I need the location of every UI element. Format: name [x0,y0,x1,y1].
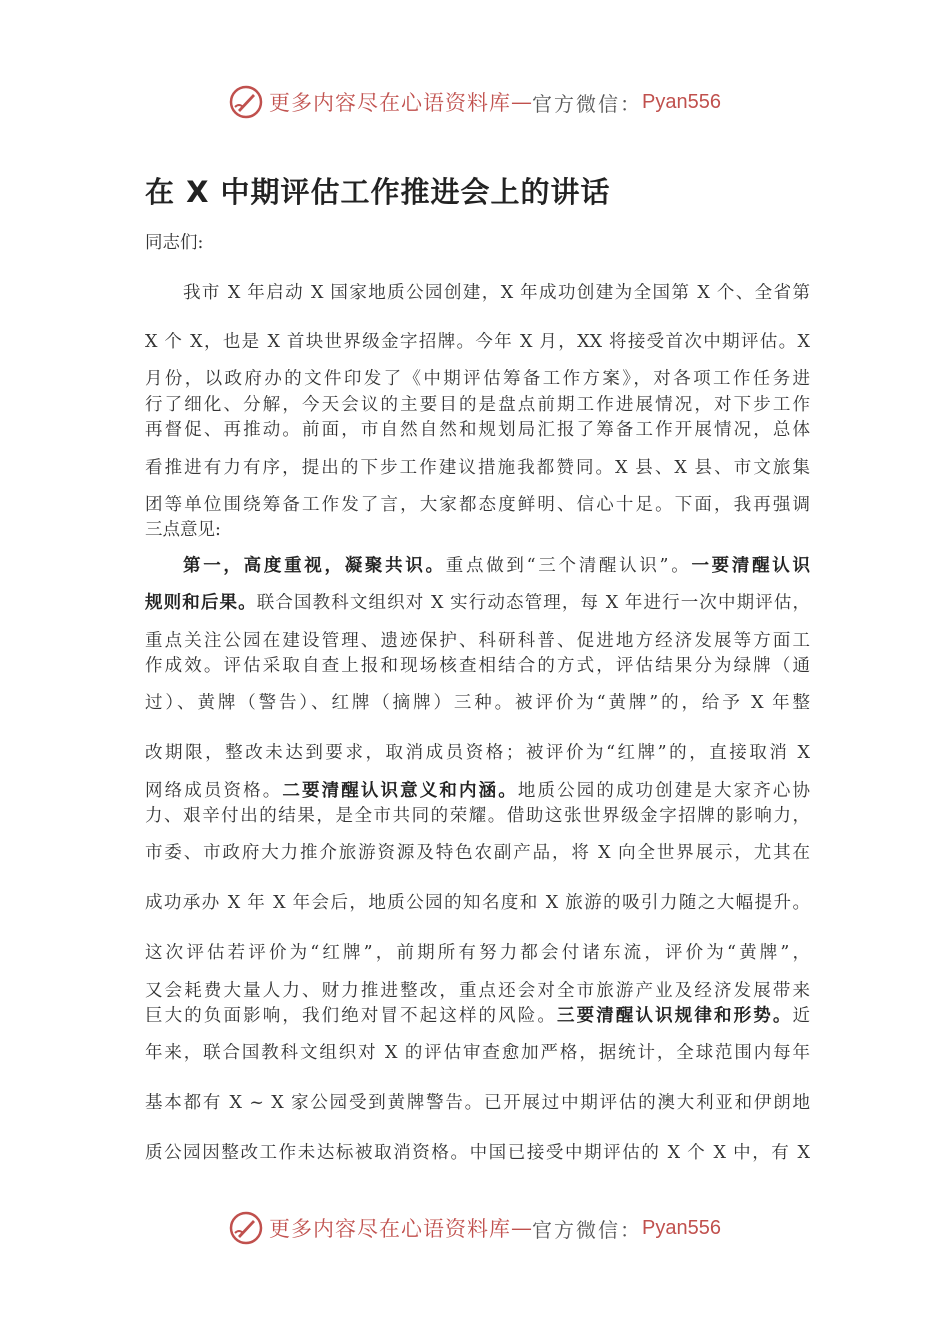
body-line: 再督促、再推动。前面，市自然自然和规划局汇报了筹备工作开展情况，总体 [145,420,810,440]
subpoint-three-heading: 三要清醒认识规律和形势。 [557,1006,793,1026]
quill-logo-icon [229,85,263,119]
body-line: 基本都有 X ~ X 家公园受到黄牌警告。已开展过中期评估的澳大利亚和伊朗地 [145,1093,810,1113]
point-one-heading: 第一，高度重视，凝聚共识。 [183,556,446,576]
subpoint-two-heading: 二要清醒认识意义和内涵。 [282,781,518,801]
point-one-line: 第一，高度重视，凝聚共识。重点做到“三个清醒认识”。一要清醒认识 [183,556,810,576]
body-line: 重点关注公园在建设管理、遗迹保护、科研科普、促进地方经济发展等方面工 [145,631,810,651]
footer-banner [0,1208,950,1248]
body-line: X 个 X，也是 X 首块世界级金字招牌。今年 X 月，XX 将接受首次中期评估。X [145,332,810,352]
body-line: 力、艰辛付出的结果，是全市共同的荣耀。借助这张世界级金字招牌的影响力， [145,806,810,826]
body-line: 成功承办 X 年 X 年会后，地质公园的知名度和 X 旅游的吸引力随之大幅提升。 [145,893,810,913]
body-line: 巨大的负面影响，我们绝对冒不起这样的风险。三要清醒认识规律和形势。近 [145,1006,810,1026]
body-line: 行了细化、分解，今天会议的主要目的是盘点前期工作进展情况，对下步工作 [145,395,810,415]
body-line: 改期限，整改未达到要求，取消成员资格；被评价为“红牌”的，直接取消 X [145,743,810,763]
body-line: 过）、黄牌（警告）、红牌（摘牌）三种。被评价为“黄牌”的，给予 X 年整 [145,693,810,713]
body-line: 团等单位围绕筹备工作发了言，大家都态度鲜明、信心十足。下面，我再强调 [145,495,810,515]
body-line: 年来，联合国教科文组织对 X 的评估审查愈加严格，据统计，全球范围内每年 [145,1043,810,1063]
banner-wechat-id: Pyan556 [642,90,721,113]
body-line: 看推进有力有序，提出的下步工作建议措施我都赞同。X 县、X 县、市文旅集 [145,458,810,478]
body-line: 市委、市政府大力推介旅游资源及特色农副产品，将 X 向全世界展示，尤其在 [145,843,810,863]
body-line: 网络成员资格。二要清醒认识意义和内涵。地质公园的成功创建是大家齐心协 [145,781,810,801]
subpoint-one-heading: 一要清醒认识 [691,556,810,576]
greeting: 同志们: [145,233,204,253]
body-line: 质公园因整改工作未达标被取消资格。中国已接受中期评估的 X 个 X 中，有 X [145,1143,810,1163]
body-line: 三点意见: [145,520,221,540]
body-line: 我市 X 年启动 X 国家地质公园创建，X 年成功创建为全国第 X 个、全省第 [183,283,810,303]
body-line: 又会耗费大量人力、财力推进整改，重点还会对全市旅游产业及经济发展带来 [145,981,810,1001]
banner-official-label: 官方微信： [532,91,643,116]
banner-text: 更多内容尽在心语资料库 [269,1217,512,1241]
banner-separator: — [511,90,533,114]
banner-wechat-id: Pyan556 [642,1216,721,1239]
banner-official-label: 官方微信： [532,1217,643,1242]
body-line: 月份，以政府办的文件印发了《中期评估筹备工作方案》，对各项工作任务进 [145,369,810,389]
body-line: 这次评估若评价为“红牌”，前期所有努力都会付诸东流，评价为“黄牌”， [145,943,810,963]
banner-text: 更多内容尽在心语资料库 [269,91,512,115]
document-title: 在 X 中期评估工作推进会上的讲话 [145,175,611,209]
header-banner [0,82,950,122]
body-line: 作成效。评估采取自查上报和现场核查相结合的方式，评估结果分为绿牌（通 [145,656,810,676]
banner-separator: — [511,1216,533,1240]
body-line: 规则和后果。联合国教科文组织对 X 实行动态管理，每 X 年进行一次中期评估， [145,593,810,613]
quill-logo-icon [229,1211,263,1245]
